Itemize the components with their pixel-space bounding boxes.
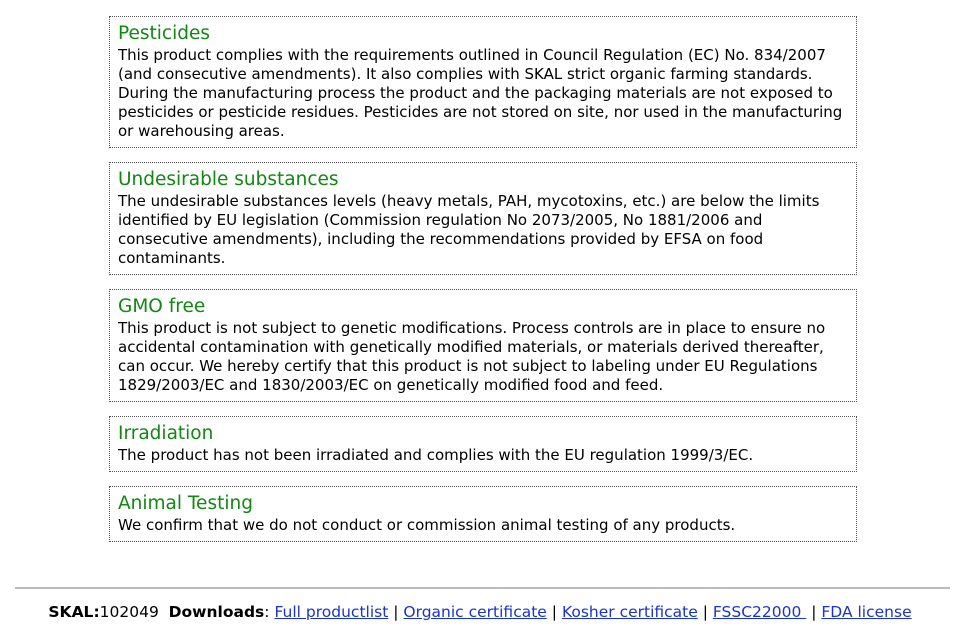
certification-sections bbox=[109, 16, 857, 556]
section-title: Animal Testing bbox=[118, 493, 253, 514]
section-text: This product is not subject to genetic modifications. Process controls are in place to ensure no accidental contamination with genetically modified materials, or materials derived thereafter, can occur. We hereby certify that this product is not subject to labeling under EU Regulations 1829/2003/EC and 1830/2003/EC on genetically modified food and feed. bbox=[118, 319, 826, 394]
skal-label: SKAL: bbox=[48, 603, 100, 621]
section-animal-testing bbox=[109, 486, 857, 542]
section-irradiation bbox=[109, 416, 857, 472]
fda-license-link[interactable]: FDA license bbox=[821, 603, 912, 621]
section-text: The product has not been irradiated and complies with the EU regulation 1999/3/EC. bbox=[118, 446, 754, 464]
section-gmo-free bbox=[109, 289, 857, 402]
section-title: Pesticides bbox=[118, 23, 210, 44]
fssc22000-link[interactable]: FSSC22000 bbox=[712, 603, 807, 621]
footer-divider bbox=[15, 587, 950, 589]
separator: | bbox=[811, 603, 817, 621]
section-undesirable-substances bbox=[109, 162, 857, 275]
section-title: Irradiation bbox=[118, 423, 214, 444]
section-text: This product complies with the requirements outlined in Council Regulation (EC) No. 834/2007 (and consecutive amendments). It also complies with SKAL strict organic farming standards. During the manufacturing process the product and the packaging materials are not exposed to pesticides or pesticide residues. Pesticides are not stored on site, nor used in the manufacturing or warehousing areas. bbox=[118, 46, 843, 140]
section-title: Undesirable substances bbox=[118, 169, 339, 190]
downloads-colon: : bbox=[264, 603, 270, 621]
kosher-certificate-link[interactable]: Kosher certificate bbox=[561, 603, 698, 621]
downloads-label: Downloads bbox=[168, 603, 265, 621]
separator: | bbox=[702, 603, 708, 621]
separator: | bbox=[393, 603, 399, 621]
section-title: GMO free bbox=[118, 296, 206, 317]
section-text: We confirm that we do not conduct or commission animal testing of any products. bbox=[118, 516, 736, 534]
separator: | bbox=[551, 603, 558, 621]
organic-certificate-link[interactable]: Organic certificate bbox=[403, 603, 547, 621]
footer bbox=[0, 601, 960, 623]
section-text: The undesirable substances levels (heavy metals, PAH, mycotoxins, etc.) are below the limits identified by EU legislation (Commission regulation No 2073/2005, No 1881/2006 and consecutive amendments), including the recommendations provided by EFSA on food contaminants. bbox=[118, 192, 820, 267]
full-productlist-link[interactable]: Full productlist bbox=[274, 603, 389, 621]
section-pesticides bbox=[109, 16, 857, 148]
skal-number: 102049 bbox=[99, 603, 159, 621]
